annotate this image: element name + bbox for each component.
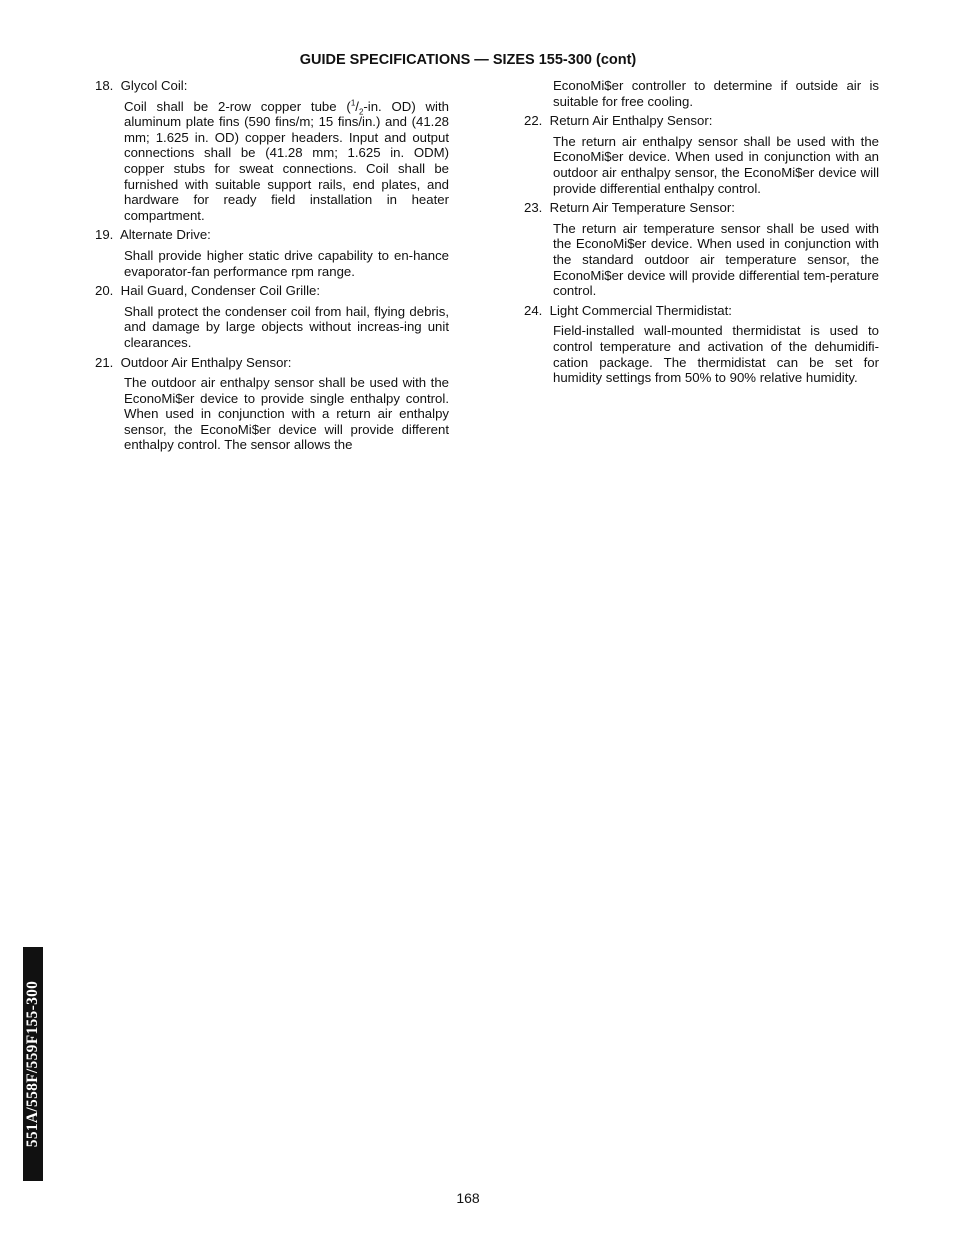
item-number: 19.: [95, 227, 114, 243]
spec-item-19: [95, 227, 449, 279]
spec-item-body: Field-installed wall-mounted thermidistat is used to control temperature and activation of the dehumidifi-cation package. The thermidistat can be set for humidity settings from 50% to 90% relative humidity.: [553, 323, 879, 386]
item-number: 24.: [524, 302, 543, 318]
spec-item-heading: [524, 113, 879, 129]
spec-item-23: [524, 200, 879, 299]
fraction-one-half: $^1/_2$: [350, 98, 364, 117]
spec-item-heading: [524, 200, 879, 216]
spec-item-body: The return air temperature sensor shall be used with the EconoMi$er device. When used in conjunction with the standard outdoor air temperature sensor, the EconoMi$er device will provide differential tem-perature control.: [553, 220, 879, 299]
body-text-post: -in. OD) with aluminum plate fins (590 fins/m; 15 fins/in.) and (41.28 mm; 1.625 in. OD) copper headers. Input and output connections shall be (41.28 mm; 1.625 in. ODM) copper stubs for sweat connections. Coil shall be furnished with suitable support rails, end plates, and hardware for ready field installation in heater compartment.: [124, 98, 449, 223]
item-heading-text: Glycol Coil:: [120, 78, 188, 93]
item-number: 22.: [524, 113, 543, 129]
page-number: 168: [456, 1190, 480, 1206]
right-column: [524, 78, 879, 390]
body-text-pre: Coil shall be 2-row copper tube (: [124, 98, 351, 114]
item-heading-text: Return Air Temperature Sensor:: [549, 200, 735, 216]
spec-item-22: [524, 113, 879, 196]
spec-item-body: The outdoor air enthalpy sensor shall be used with the EconoMi$er device to provide single enthalpy control. When used in conjunction with a return air enthalpy sensor, the EconoMi$er device will provide different enthalpy control. The sensor allows the: [124, 375, 449, 453]
item-heading-text: Hail Guard, Condenser Coil Grille:: [120, 283, 321, 299]
item-number: 23.: [524, 200, 543, 216]
left-column: [95, 78, 449, 457]
item-heading-text: Alternate Drive:: [119, 227, 211, 243]
spec-item-heading: [95, 227, 449, 243]
fraction-numerator: 1: [350, 98, 356, 108]
item-number: 18.: [95, 78, 114, 93]
spec-item-heading: [95, 283, 449, 299]
spec-item-body: [124, 99, 449, 224]
spec-item-heading: [524, 303, 879, 319]
side-tab-label: 551A/558F/559F155-300: [24, 980, 41, 1148]
spec-item-21: [95, 355, 449, 454]
model-side-tab: [23, 947, 43, 1181]
spec-item-body: Shall protect the condenser coil from hail, flying debris, and damage by large objects without increas-ing unit clearances.: [124, 303, 449, 350]
spec-item-body: The return air enthalpy sensor shall be used with the EconoMi$er device. When used in conjunction with an outdoor air enthalpy sensor, the EconoMi$er device will provide differential enthalpy control.: [553, 133, 879, 196]
spec-item-24: [524, 303, 879, 386]
continued-text: EconoMi$er controller to determine if outside air is suitable for free cooling.: [553, 78, 879, 109]
fraction-denominator: 2: [358, 107, 364, 117]
spec-item-20: [95, 283, 449, 350]
item-heading-text: Return Air Enthalpy Sensor:: [549, 113, 713, 129]
item-heading-text: Outdoor Air Enthalpy Sensor:: [120, 354, 292, 370]
page-title: GUIDE SPECIFICATIONS — SIZES 155-300 (cont): [299, 52, 637, 68]
item-number: 21.: [95, 354, 114, 370]
item-number: 20.: [95, 283, 114, 299]
spec-item-18: [95, 78, 449, 223]
spec-item-heading: [95, 355, 449, 371]
spec-item-body: Shall provide higher static drive capability to en-hance evaporator-fan performance rpm range.: [124, 247, 449, 279]
item-heading-text: Light Commercial Thermidistat:: [549, 302, 732, 318]
spec-item-heading: [95, 78, 449, 94]
